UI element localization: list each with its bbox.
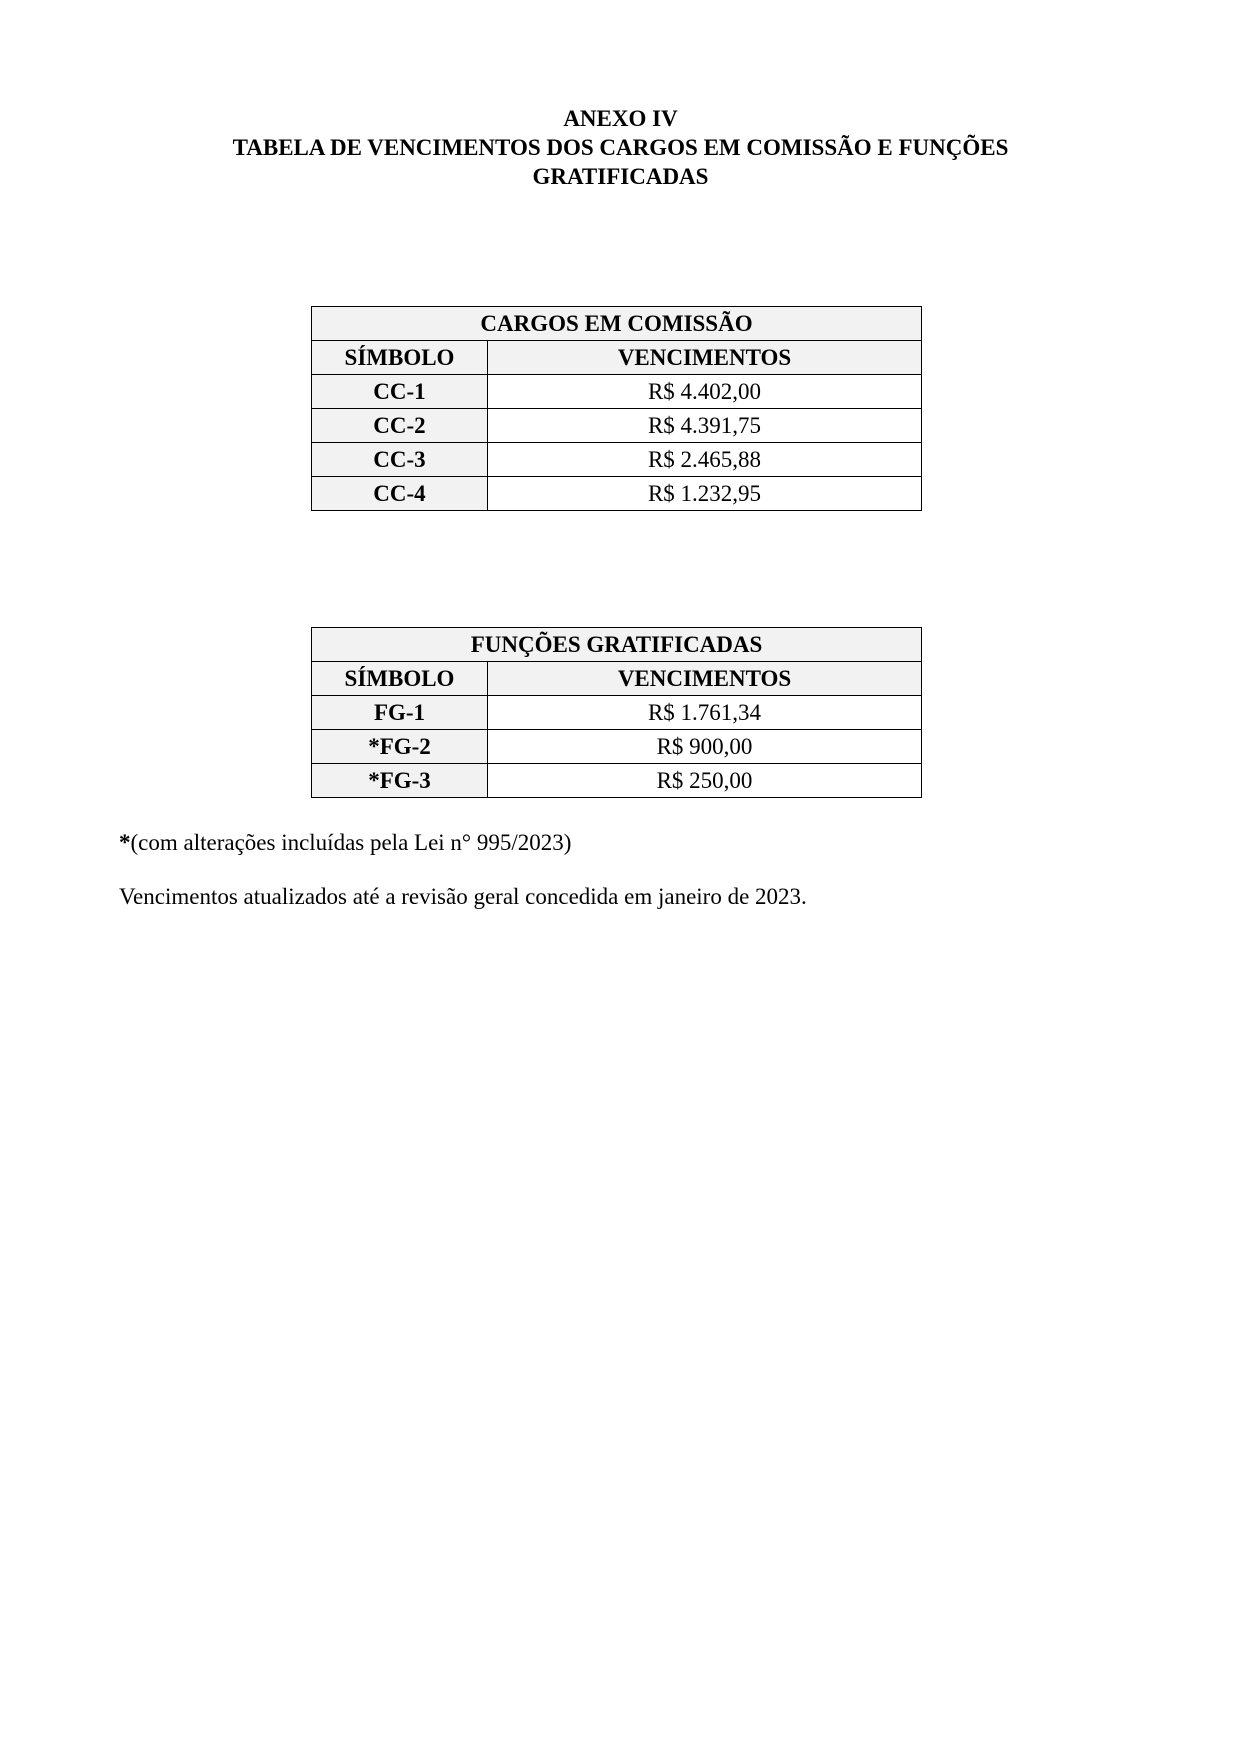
symbol-cell: CC-1 <box>312 375 488 409</box>
symbol-cell: CC-4 <box>312 477 488 511</box>
table-title-row <box>312 307 922 341</box>
table-row <box>312 696 922 730</box>
table-title: FUNÇÕES GRATIFICADAS <box>312 628 922 662</box>
document-heading <box>0 104 1241 191</box>
symbol-cell: CC-3 <box>312 443 488 477</box>
symbol-cell: *FG-2 <box>312 730 488 764</box>
column-header-symbol: SÍMBOLO <box>312 662 488 696</box>
column-header-value: VENCIMENTOS <box>488 341 922 375</box>
value-cell: R$ 900,00 <box>488 730 922 764</box>
document-title-line2: GRATIFICADAS <box>532 164 709 189</box>
value-cell: R$ 4.402,00 <box>488 375 922 409</box>
funcoes-gratificadas-table <box>311 627 922 798</box>
value-cell: R$ 1.761,34 <box>488 696 922 730</box>
table-title: CARGOS EM COMISSÃO <box>312 307 922 341</box>
annex-title: ANEXO IV <box>563 106 678 131</box>
value-cell: R$ 4.391,75 <box>488 409 922 443</box>
table-header-row <box>312 662 922 696</box>
table-title-row <box>312 628 922 662</box>
symbol-cell: *FG-3 <box>312 764 488 798</box>
document-title-line1: TABELA DE VENCIMENTOS DOS CARGOS EM COMISSÃO E FUNÇÕES <box>232 135 1009 160</box>
table-row <box>312 477 922 511</box>
value-cell: R$ 1.232,95 <box>488 477 922 511</box>
table-row <box>312 375 922 409</box>
symbol-cell: CC-2 <box>312 409 488 443</box>
asterisk-marker: * <box>119 830 131 855</box>
table-row <box>312 764 922 798</box>
table-row <box>312 730 922 764</box>
table-row <box>312 443 922 477</box>
law-amendment-text: (com alterações incluídas pela Lei n° 995/2023) <box>130 830 572 855</box>
table-header-row <box>312 341 922 375</box>
law-amendment-note <box>119 828 571 857</box>
table-row <box>312 409 922 443</box>
value-cell: R$ 2.465,88 <box>488 443 922 477</box>
symbol-cell: FG-1 <box>312 696 488 730</box>
value-cell: R$ 250,00 <box>488 764 922 798</box>
salary-update-note: Vencimentos atualizados até a revisão geral concedida em janeiro de 2023. <box>119 884 807 909</box>
column-header-value: VENCIMENTOS <box>488 662 922 696</box>
cargos-comissao-table <box>311 306 922 511</box>
column-header-symbol: SÍMBOLO <box>312 341 488 375</box>
